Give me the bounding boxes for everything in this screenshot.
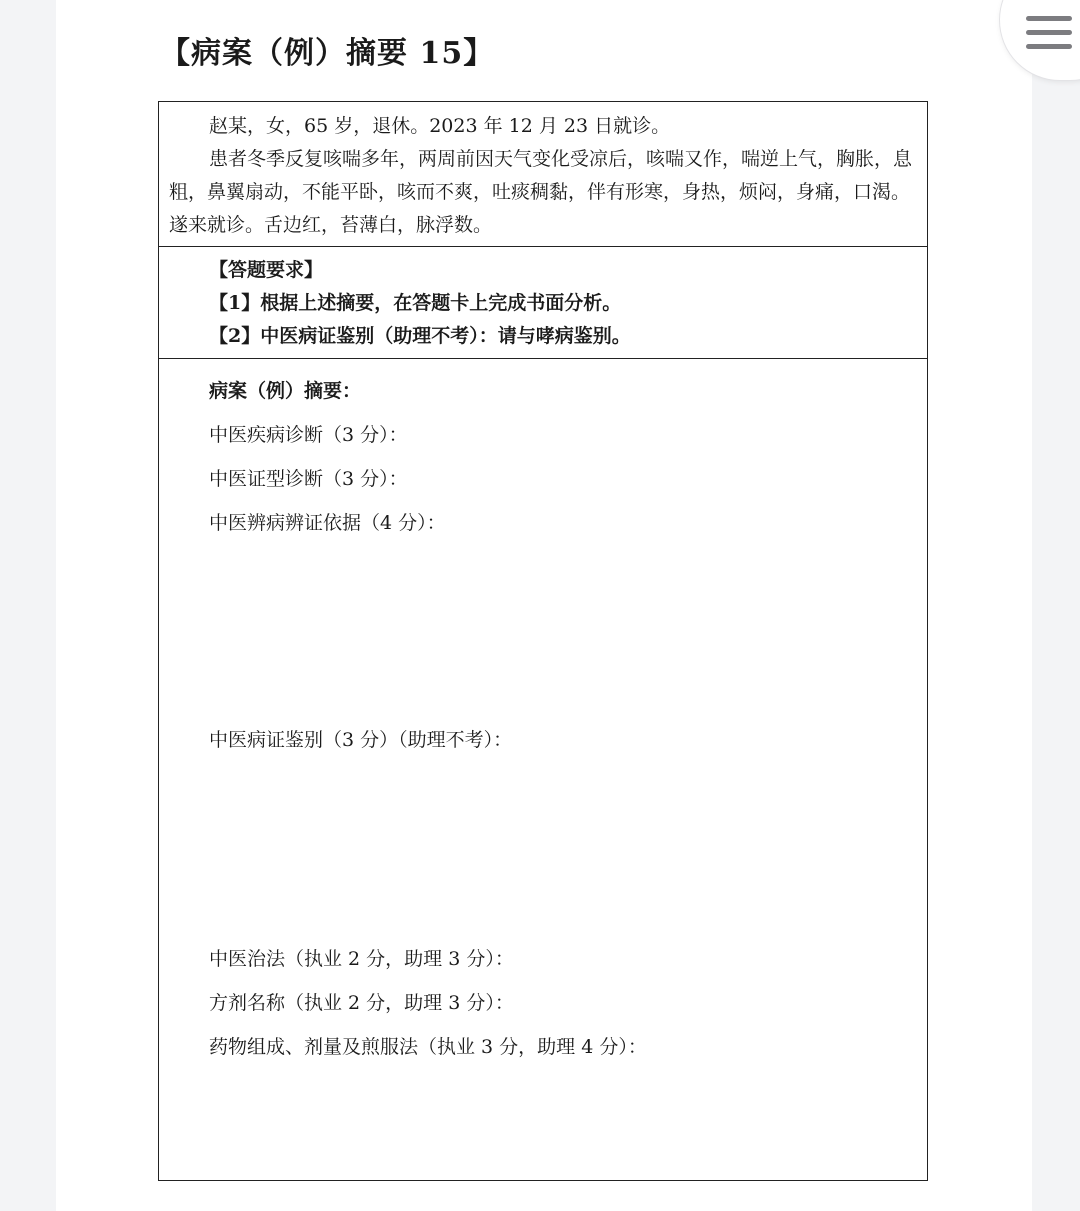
divider (159, 246, 927, 247)
answer-requirements (209, 254, 631, 353)
divider (159, 358, 927, 359)
requirements-heading: 【答题要求】 (209, 259, 324, 281)
diagnosis-basis-label: 中医辨病辨证依据（4 分）： (209, 512, 446, 534)
prescription-label: 方剂名称（执业 2 分，助理 3 分）： (209, 992, 514, 1014)
syndrome-diagnosis-label: 中医证型诊断（3 分）： (209, 468, 408, 490)
page-title: 【病案（例）摘要 15】 (160, 36, 495, 71)
exam-form (158, 101, 928, 1181)
requirement-2: 【2】中医病证鉴别（助理不考）：请与哮病鉴别。 (209, 325, 631, 347)
menu-icon (1026, 16, 1072, 21)
treatment-label: 中医治法（执业 2 分，助理 3 分）： (209, 948, 514, 970)
summary-label: 病案（例）摘要： (209, 380, 362, 402)
patient-history: 患者冬季反复咳喘多年，两周前因天气变化受凉后，咳喘又作，喘逆上气，胸胀，息粗，鼻翼扇动，不能平卧，咳而不爽，吐痰稠黏，伴有形寒，身热，烦闷，身痛，口渴。遂来就诊。舌边红，苔薄白，脉浮数。 (169, 148, 913, 236)
requirement-1: 【1】根据上述摘要，在答题卡上完成书面分析。 (209, 292, 622, 314)
menu-icon-bar (1026, 44, 1072, 49)
disease-diagnosis-label: 中医疾病诊断（3 分）： (209, 424, 408, 446)
medicine-label: 药物组成、剂量及煎服法（执业 3 分，助理 4 分）： (209, 1036, 647, 1058)
menu-icon-bar (1026, 30, 1072, 35)
patient-info: 赵某，女，65 岁，退休。2023 年 12 月 23 日就诊。 (209, 115, 671, 137)
case-summary (169, 110, 915, 242)
differentiation-label: 中医病证鉴别（3 分）（助理不考）： (209, 729, 513, 751)
